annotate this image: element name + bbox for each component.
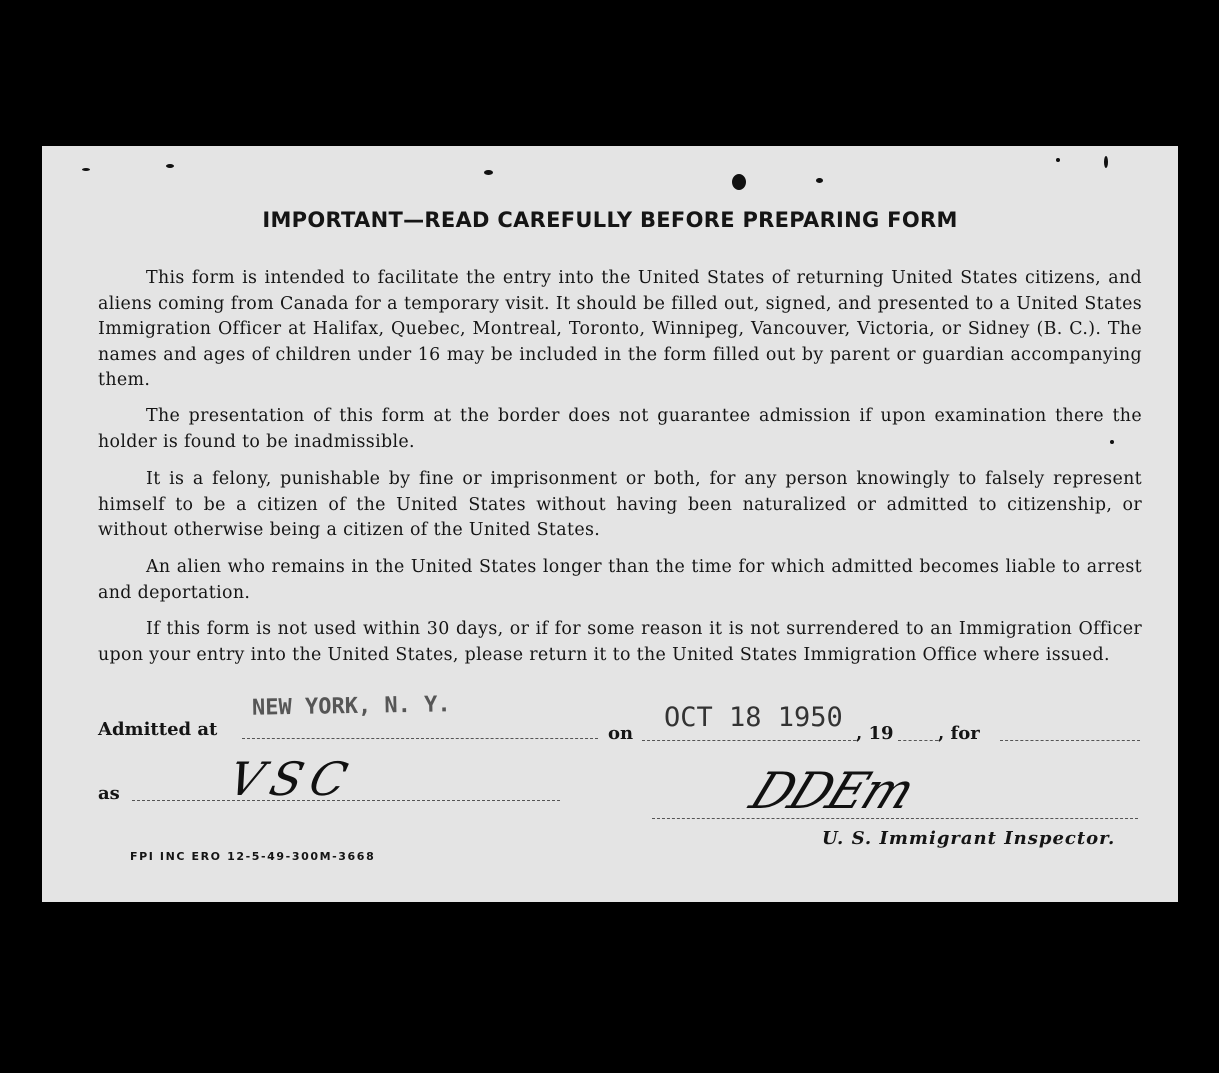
admitted-at-label: Admitted at — [98, 719, 218, 740]
date-line — [642, 740, 856, 741]
scan-speck — [1056, 158, 1060, 162]
scan-speck — [484, 170, 493, 175]
scan-speck — [1110, 440, 1114, 444]
scan-speck — [82, 168, 90, 171]
paragraph-deportation: An alien who remains in the United States longer than the time for which admitted becomes liable to arrest and deportation. — [98, 557, 1142, 603]
paragraph-return: If this form is not used within 30 days, or if for some reason it is not surrendered to an Immigration Officer upon your entry into the United States, please return it to the United States Immigration Office where issued. — [98, 619, 1142, 665]
printer-code: FPI INC ERO 12-5-49-300M-3668 — [130, 850, 376, 863]
as-handwritten-value: VSC — [223, 752, 361, 806]
paragraph-purpose: This form is intended to facilitate the entry into the United States of returning United States citizens, and aliens coming from Canada for a temporary visit. It should be filled out, signed, and presented to a United States Immigration Officer at Halifax, Quebec, Montreal, Toronto, Winnipeg, Vancouver, Victoria, or Sidney (B. C.). The names and ages of children under 16 may be included in the form filled out by parent or guardian accompanying them. — [98, 268, 1142, 390]
scan-speck — [1104, 156, 1108, 168]
as-label: as — [98, 783, 120, 804]
year-label: , 19 — [856, 723, 894, 744]
scan-speck — [816, 178, 823, 183]
for-line — [1000, 740, 1140, 741]
date-stamp: OCT 18 1950 — [664, 702, 843, 733]
scan-speck — [732, 174, 746, 190]
inspector-signature: DDEm — [742, 762, 922, 820]
admitted-at-line — [242, 738, 598, 739]
form-title: IMPORTANT—READ CAREFULLY BEFORE PREPARING FORM — [262, 208, 958, 232]
immigration-form-card — [42, 146, 1178, 902]
admitted-at-stamp: NEW YORK, N. Y. — [251, 692, 451, 721]
inspector-label: U. S. Immigrant Inspector. — [822, 828, 1116, 849]
for-label: , for — [938, 723, 980, 744]
paragraph-felony: It is a felony, punishable by fine or imprisonment or both, for any person knowingly to falsely represent himself to be a citizen of the United States without having been naturalized or admitted to citizenship, or without otherwise being a citizen of the United States. — [98, 469, 1142, 540]
paragraph-admission: The presentation of this form at the border does not guarantee admission if upon examination there the holder is found to be inadmissible. — [98, 406, 1142, 452]
scan-speck — [166, 164, 174, 168]
on-label: on — [608, 723, 634, 744]
year-line — [898, 740, 938, 741]
